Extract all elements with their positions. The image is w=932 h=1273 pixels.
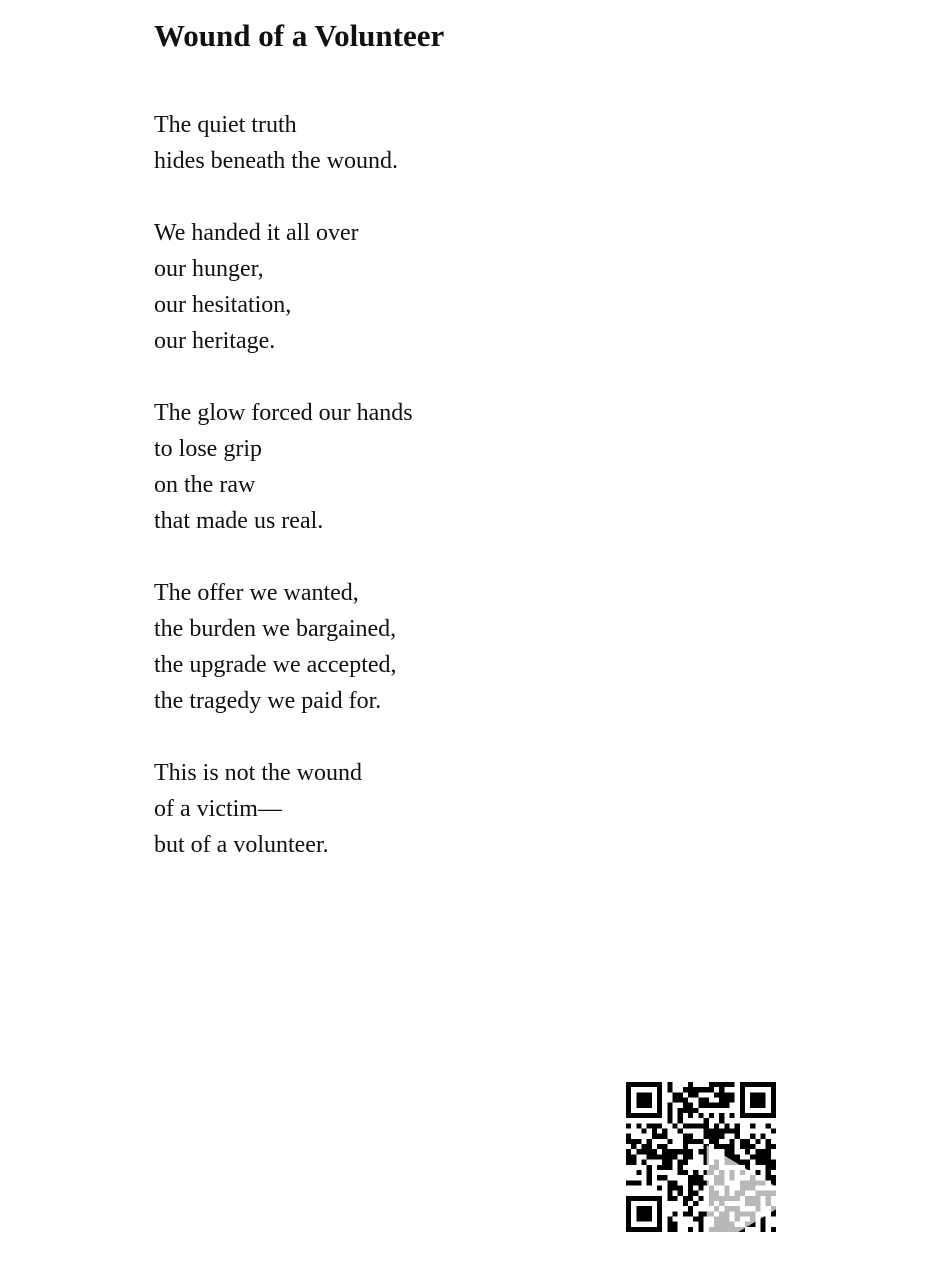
- poem-line: on the raw: [154, 472, 256, 498]
- poem-line: our hesitation,: [154, 292, 292, 318]
- qr-code[interactable]: [626, 1082, 776, 1232]
- poem-line: The quiet truth: [154, 112, 297, 138]
- poem-line: to lose grip: [154, 436, 262, 462]
- stanza-5: [154, 755, 614, 863]
- poem-line: but of a volunteer.: [154, 832, 329, 858]
- stanza-3: [154, 395, 614, 539]
- stanza-2: [154, 215, 614, 359]
- poem-line: hides beneath the wound.: [154, 148, 398, 174]
- play-icon: [667, 1123, 817, 1273]
- poem-body: [154, 107, 614, 899]
- poem-line: The offer we wanted,: [154, 580, 359, 606]
- page-title: Wound of a Volunteer: [154, 18, 445, 53]
- poem-line: the upgrade we accepted,: [154, 652, 397, 678]
- stanza-4: [154, 575, 614, 719]
- poem-line: that made us real.: [154, 508, 324, 534]
- poem-line: We handed it all over: [154, 220, 359, 246]
- poem-line: the burden we bargained,: [154, 616, 397, 642]
- poem-line: The glow forced our hands: [154, 400, 413, 426]
- poem-line: This is not the wound: [154, 760, 362, 786]
- poem-line: our hunger,: [154, 256, 264, 282]
- poem-line: the tragedy we paid for.: [154, 688, 382, 714]
- poem-line: of a victim—: [154, 796, 282, 822]
- stanza-1: [154, 107, 614, 179]
- poem-line: our heritage.: [154, 328, 276, 354]
